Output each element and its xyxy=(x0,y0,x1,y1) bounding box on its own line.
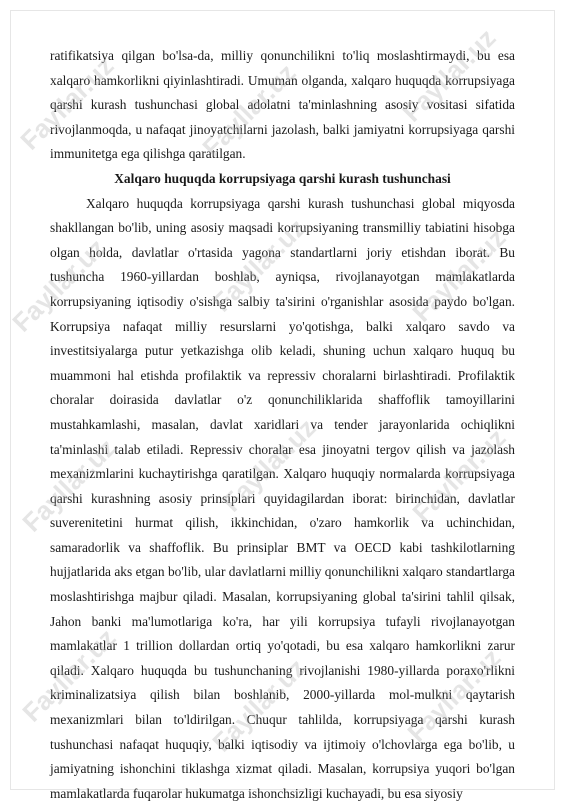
watermark-text: Fayllar.uz xyxy=(206,652,312,758)
watermark-text: Fayllar.uz xyxy=(196,57,302,163)
section-heading: Xalqaro huquqda korrupsiyaga qarshi kurash tushunchasi xyxy=(114,170,451,186)
watermark-text: Fayllar.uz xyxy=(406,422,512,528)
watermark-text: Fayllar.uz xyxy=(406,222,512,328)
watermark-text: Fayllar.uz xyxy=(401,642,507,748)
watermark-text: Fayllar.uz xyxy=(206,212,312,318)
paragraph-2: Xalqaro huquqda korrupsiyaga qarshi kurash tushunchasi global miqyosda shakllangan bo'lib, uning asosiy maqsadi korrupsiyaning transmilliy tabiatini hisobga olgan holda, davlatlar o'rtasida yagona standartlarni joriy etishdan iborat. Bu tushuncha 1960-yillardan boshlab, ayniqsa, rivojlanayotgan mamlakatlarda korrupsiyaning iqtisodiy o'sishga salbiy ta'sirini o'rganishlar asosida paydo bo'lgan. Korrupsiya nafaqat milliy resurslarni yo'qotishga, balki xalqaro savdo va investitsiyalarga putur yetkazishga olib keladi, shuning uchun xalqaro huquq bu muammoni hal etishda profilaktik va repressiv choralarni birlashtiradi. Profilaktik choralar doirasida davlatlar o'z qonunchiliklarida shaffoflik tamoyillarini mustahkamlashi, masalan, davlat xaridlari va tender jarayonlarida ochiqlikni ta'minlashi talab etiladi. Repressiv choralar esa jinoyatni tergov qilish va jazolash mexanizmlarini kuchaytirishga qaratilgan. Xalqaro huquqiy normalarda korrupsiyaga qarshi kurashning asosiy prinsiplari quyidagilardan iborat: birinchidan, davlatlar suverenitetini hurmat qilish, ikkinchidan, o'zaro hamkorlik va uchinchidan, samaradorlik va shaffoflik. Bu prinsiplar BMT va OECD kabi tashkilotlarning hujjatlarida aks etgan bo'lib, ular davlatlarni milliy qonunchilikni xalqaro standartlarga moslashtirishga majbur qiladi. Masalan, korrupsiyaning global ta'sirini tahlil qilsak, Jahon banki ma'lumotlariga ko'ra, har yili korrupsiya tufayli rivojlanayotgan mamlakatlar 1 trillion dollardan ortiq yo'qotadi, bu esa xalqaro hamkorlikni zarur qiladi. Xalqaro huquqda bu tushunchaning rivojlanishi 1980-yillarda poraxo'rlikni kriminalizatsiya qilish bilan boshlanib, 2000-yillarda mol-mulkni qaytarish mexanizmlari bilan to'ldirilgan. Chuqur tahlilda, korrupsiyaga qarshi kurash tushunchasi nafaqat huquqiy, balki iqtisodiy va ijtimoiy o'lchovlarga ega bo'lib, u jamiyatning ishonchini tiklashga xizmat qiladi. Masalan, korrupsiya yuqori bo'lgan mamlakatlarda fuqarolar hukumatga ishonchsizligi kuchayadi, bu esa siyosiy xyxy=(50,195,515,801)
watermark-text: Fayllar.uz xyxy=(396,22,502,128)
watermark-text: Fayllar.uz xyxy=(16,622,122,728)
watermark-text: Fayllar.uz xyxy=(6,232,112,338)
watermark-text: Fayllar.uz xyxy=(16,432,122,538)
document-body xyxy=(50,44,515,806)
watermark-text: Fayllar.uz xyxy=(216,412,322,518)
watermark-text: Fayllar.uz xyxy=(14,50,120,156)
paragraph-1: ratifikatsiya qilgan bo'lsa-da, milliy qonunchilikni to'liq moslashtirmaydi, bu esa xalqaro hamkorlikni qiyinlashtiradi. Umuman olganda, xalqaro huquqda korrupsiyaga qarshi kurash tushunchasi global adolatni ta'minlashning asosiy vositasi sifatida rivojlanmoqda, u nafaqat jinoyatchilarni jazolash, balki jamiyatni korrupsiyaga qarshi immunitetga ega qilishga qaratilgan. xyxy=(50,48,515,162)
